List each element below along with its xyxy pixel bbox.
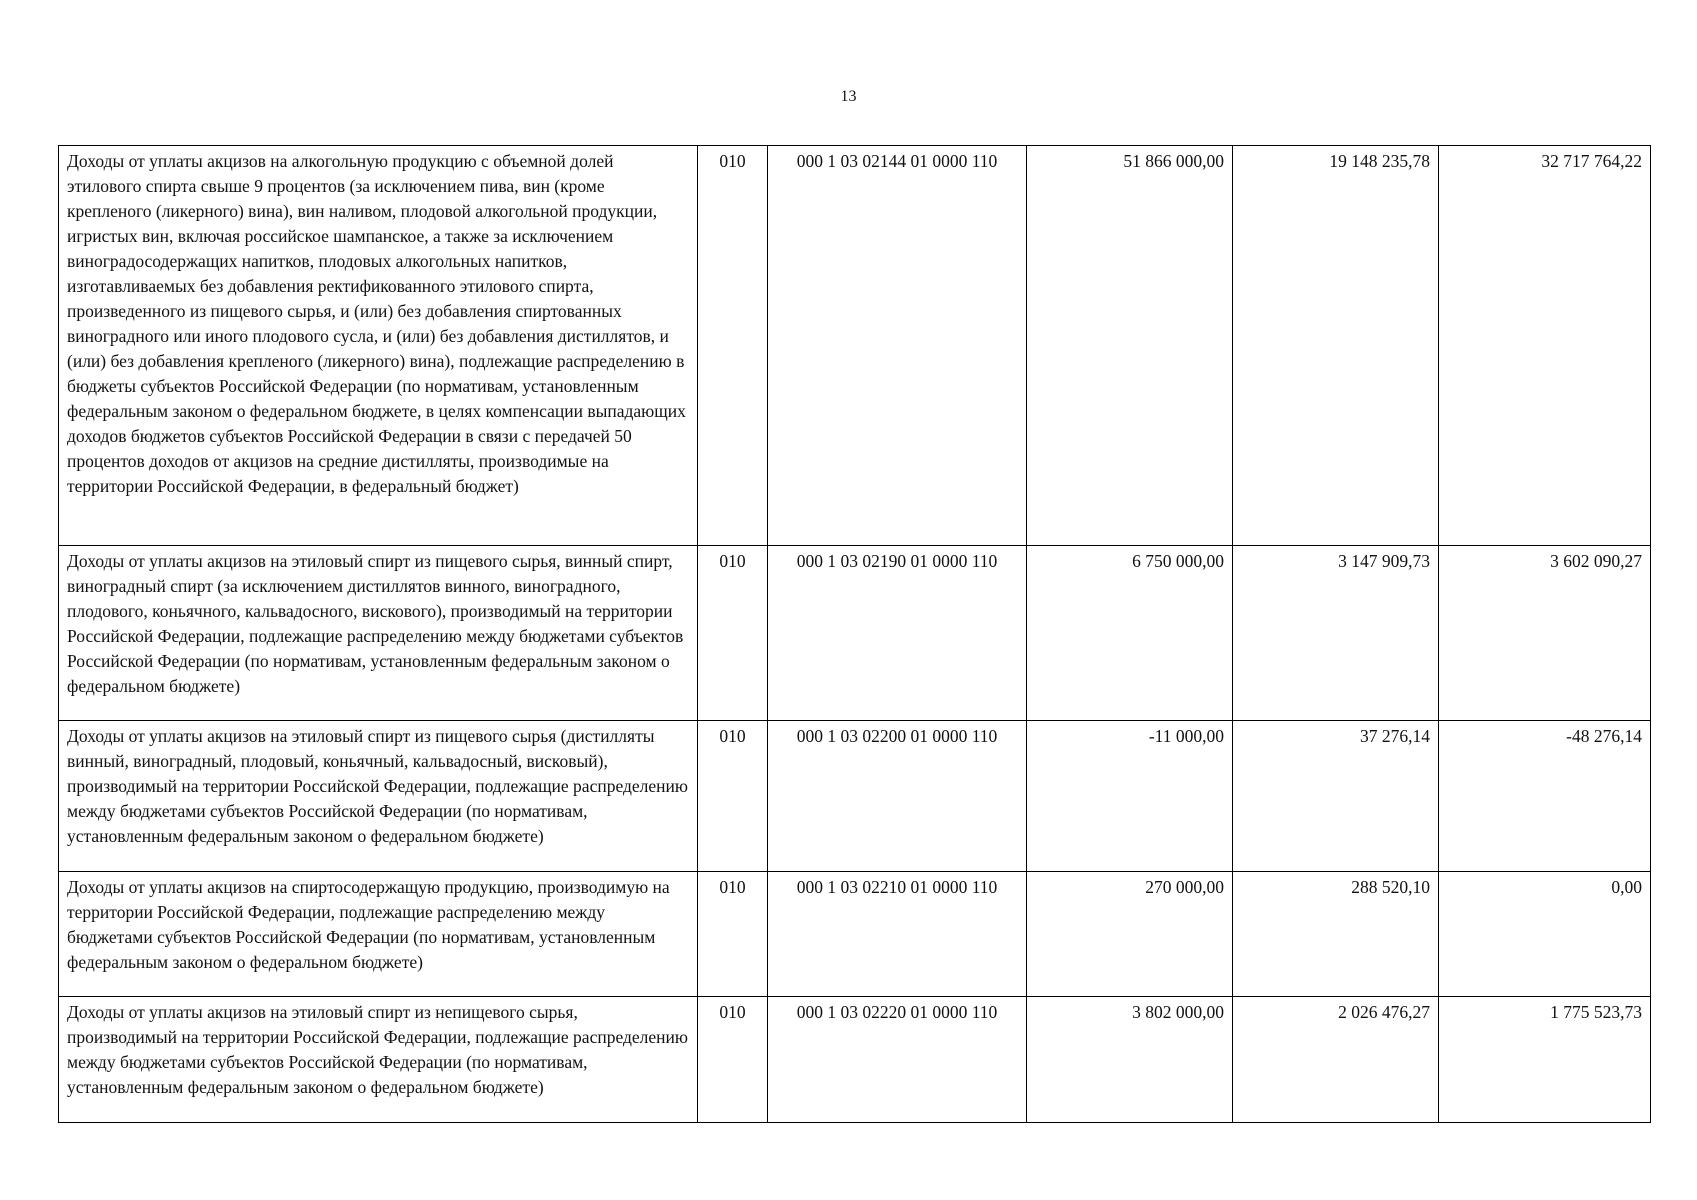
table-row	[59, 721, 1651, 872]
row-unexecuted-amount: 0,00	[1439, 872, 1651, 997]
page-number: 13	[840, 88, 857, 105]
row-kbk-code: 000 1 03 02210 01 0000 110	[768, 872, 1027, 997]
table-row	[59, 997, 1651, 1123]
table-row	[59, 872, 1651, 997]
row-description: Доходы от уплаты акцизов на спиртосодержащую продукцию, производимую на территории Российской Федерации, подлежащие распределению между бюджетами субъектов Российской Федерации (по нормативам, установленным федеральным законом о федеральном бюджете)	[59, 872, 698, 997]
row-executed-amount: 3 147 909,73	[1233, 546, 1439, 721]
row-unexecuted-amount: 32 717 764,22	[1439, 146, 1651, 546]
row-unexecuted-amount: -48 276,14	[1439, 721, 1651, 872]
revenue-table	[58, 145, 1651, 1123]
row-line-code: 010	[698, 721, 768, 872]
row-description: Доходы от уплаты акцизов на этиловый спирт из пищевого сырья (дистилляты винный, виноградный, плодовый, коньячный, кальвадосный, висковый), производимый на территории Российской Федерации, подлежащие распределению между бюджетами субъектов Российской Федерации (по нормативам, установленным федеральным законом о федеральном бюджете)	[59, 721, 698, 872]
row-line-code: 010	[698, 872, 768, 997]
row-executed-amount: 37 276,14	[1233, 721, 1439, 872]
row-executed-amount: 19 148 235,78	[1233, 146, 1439, 546]
row-kbk-code: 000 1 03 02144 01 0000 110	[768, 146, 1027, 546]
row-line-code: 010	[698, 546, 768, 721]
row-executed-amount: 2 026 476,27	[1233, 997, 1439, 1123]
row-unexecuted-amount: 3 602 090,27	[1439, 546, 1651, 721]
row-approved-amount: 51 866 000,00	[1027, 146, 1233, 546]
row-kbk-code: 000 1 03 02190 01 0000 110	[768, 546, 1027, 721]
row-executed-amount: 288 520,10	[1233, 872, 1439, 997]
table-row	[59, 146, 1651, 546]
row-description: Доходы от уплаты акцизов на этиловый спирт из непищевого сырья, производимый на территории Российской Федерации, подлежащие распределению между бюджетами субъектов Российской Федерации (по нормативам, установленным федеральным законом о федеральном бюджете)	[59, 997, 698, 1123]
table-row	[59, 546, 1651, 721]
row-description: Доходы от уплаты акцизов на алкогольную продукцию с объемной долей этилового спирта свыше 9 процентов (за исключением пива, вин (кроме крепленого (ликерного) вина), вин наливом, плодовой алкогольной продукции, игристых вин, включая российское шампанское, а также за исключением виноградосодержащих напитков, плодовых алкогольных напитков, изготавливаемых без добавления ректификованного этилового спирта, произведенного из пищевого сырья, и (или) без добавления спиртованных виноградного или иного плодового сусла, и (или) без добавления дистиллятов, и (или) без добавления крепленого (ликерного) вина), подлежащие распределению в бюджеты субъектов Российской Федерации (по нормативам, установленным федеральным законом о федеральном бюджете, в целях компенсации выпадающих доходов бюджетов субъектов Российской Федерации в связи с передачей 50 процентов доходов от акцизов на средние дистилляты, производимые на территории Российской Федерации, в федеральный бюджет)	[59, 146, 698, 546]
row-line-code: 010	[698, 146, 768, 546]
row-approved-amount: 6 750 000,00	[1027, 546, 1233, 721]
row-approved-amount: -11 000,00	[1027, 721, 1233, 872]
row-approved-amount: 3 802 000,00	[1027, 997, 1233, 1123]
row-kbk-code: 000 1 03 02220 01 0000 110	[768, 997, 1027, 1123]
row-unexecuted-amount: 1 775 523,73	[1439, 997, 1651, 1123]
row-line-code: 010	[698, 997, 768, 1123]
row-kbk-code: 000 1 03 02200 01 0000 110	[768, 721, 1027, 872]
row-description: Доходы от уплаты акцизов на этиловый спирт из пищевого сырья, винный спирт, виноградный спирт (за исключением дистиллятов винного, виноградного, плодового, коньячного, кальвадосного, вискового), производимый на территории Российской Федерации, подлежащие распределению между бюджетами субъектов Российской Федерации (по нормативам, установленным федеральным законом о федеральном бюджете)	[59, 546, 698, 721]
row-approved-amount: 270 000,00	[1027, 872, 1233, 997]
